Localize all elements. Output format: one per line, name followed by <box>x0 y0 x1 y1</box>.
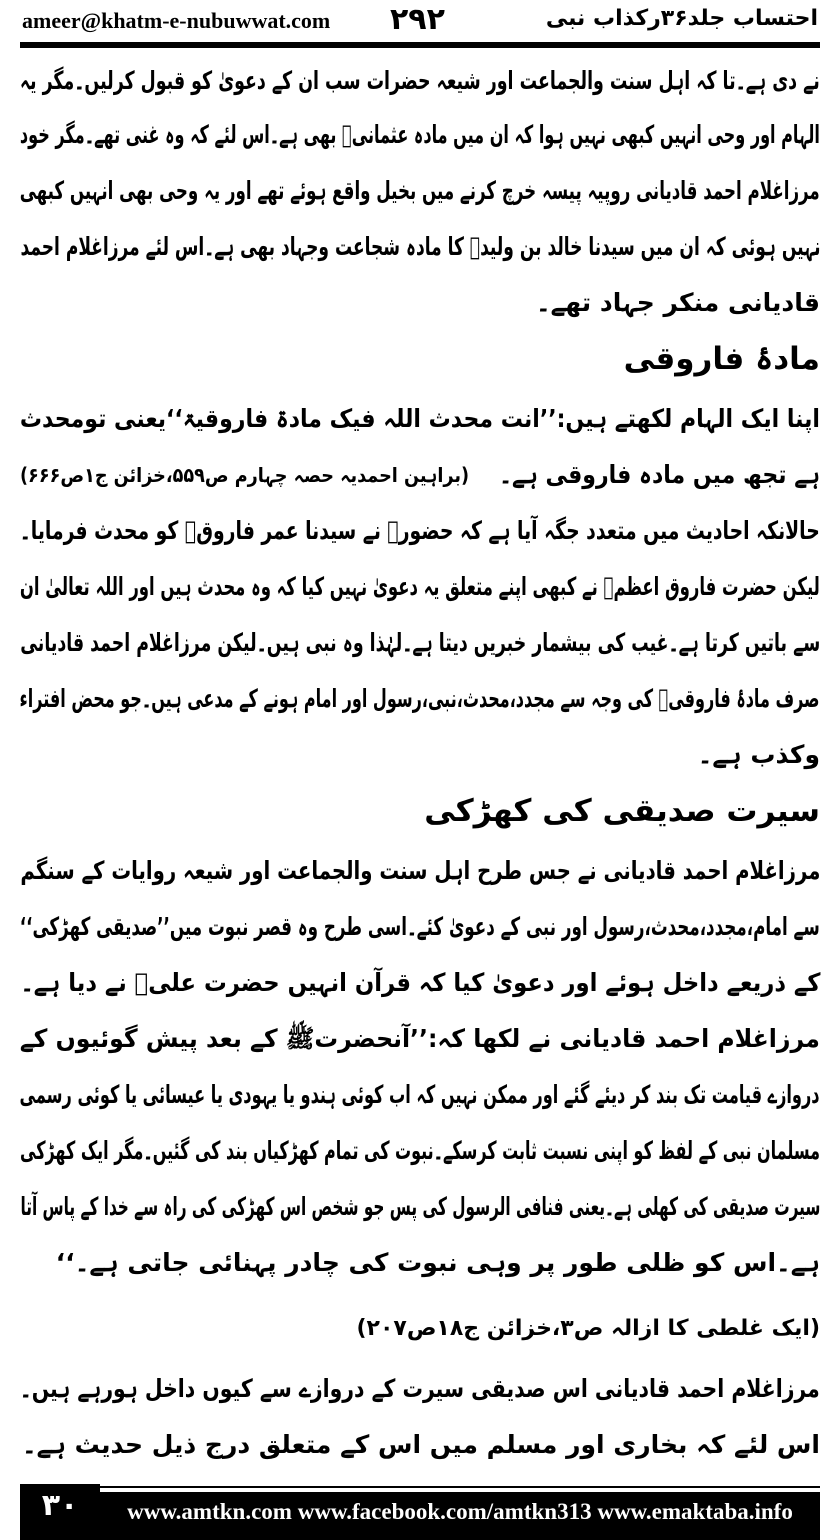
line-text: وکذب ہے۔ <box>697 740 820 769</box>
line-text: لیکن حضرت فاروق اعظمؓ نے کبھی اپنے متعلق یہ دعویٰ نہیں کیا کہ وہ محدث ہیں اور اللہ تعالیٰ ان <box>20 572 820 601</box>
footer-links: www.amtkn.com www.facebook.com/amtkn313 www.emaktaba.info <box>100 1492 820 1540</box>
text-line <box>20 562 820 612</box>
text-line <box>20 56 820 106</box>
page-number: ۲۹۲ <box>390 2 445 37</box>
line-text: سے باتیں کرتا ہے۔غیب کی بیشمار خبریں دیتا ہے۔لہٰذا وہ نبی ہیں۔لیکن مرزاغلام احمد قادیانی <box>20 628 820 657</box>
line-text: سیرت صدیقی کی کھلی ہے۔یعنی فنافی الرسول کی پس جو شخص اس کھڑکی کی راہ سے خدا کے پاس آتا <box>20 1192 820 1221</box>
text-line <box>20 902 820 952</box>
line-text: نہیں ہوئی کہ ان میں سیدنا خالد بن ولیدؓ کا مادہ شجاعت وجہاد بھی ہے۔اس لئے مرزاغلام احمد <box>20 232 820 261</box>
text-line <box>20 846 820 896</box>
reference-citation: (براہین احمدیہ حصہ چہارم ص۵۵۹،خزائن ج۱ص۶۶۶) <box>20 463 470 487</box>
text-line <box>20 1238 820 1288</box>
line-text: اپنا ایک الہام لکھتے ہیں:’’انت محدث اللہ فیک مادۃ فاروقیۃ‘‘یعنی تومحدث <box>20 404 820 433</box>
section-heading <box>20 334 820 384</box>
line-text: مرزاغلام احمد قادیانی نے جس طرح اہل سنت والجماعت اور شیعہ روایات کے سنگم <box>20 856 820 885</box>
line-text: (ایک غلطی کا ازالہ ص۳،خزائن ج۱۸ص۲۰۷) <box>356 1316 820 1341</box>
text-line <box>20 278 820 328</box>
line-text: نے دی ہے۔تا کہ اہل سنت والجماعت اور شیعہ حضرات سب ان کے دعویٰ کو قبول کرلیں۔مگر یہ <box>20 66 820 95</box>
text-line <box>20 1126 820 1176</box>
line-text: اس لئے کہ بخاری اور مسلم میں اس کے متعلق درج ذیل حدیث ہے۔ <box>22 1430 820 1459</box>
footer-number: ۳۰ <box>20 1484 100 1540</box>
text-line <box>20 674 820 724</box>
citation <box>20 1304 820 1354</box>
line-text: مرزاغلام احمد قادیانی اس صدیقی سیرت کے دروازے سے کیوں داخل ہورہے ہیں۔ <box>20 1374 820 1403</box>
text-line <box>20 730 820 780</box>
text-line <box>20 222 820 272</box>
text-line <box>20 166 820 216</box>
line-text: قادیانی منکر جہاد تھے۔ <box>536 288 820 317</box>
line-text: دروازے قیامت تک بند کر دیئے گئے اور ممکن نہیں کہ اب کوئی ہندو یا یہودی یا عیسائی یا کوئی رسمی <box>20 1080 820 1109</box>
header-rule <box>20 42 820 48</box>
line-text: الہام اور وحی انہیں کبھی نہیں ہوا کہ ان میں مادہ عثمانیؓ بھی ہے۔اس لئے کہ وہ غنی تھے۔مگر خود <box>20 120 820 149</box>
text-line <box>20 1070 820 1120</box>
line-text: مادۂ فاروقی <box>623 341 820 377</box>
text-line <box>20 506 820 556</box>
text-line <box>20 1420 820 1470</box>
line-text: ہے۔اس کو ظلی طور پر وہی نبوت کی چادر پہنائی جاتی ہے۔‘‘ <box>55 1248 820 1277</box>
line-text: کے ذریعے داخل ہوئے اور دعویٰ کیا کہ قرآن انہیں حضرت علیؓ نے دیا ہے۔ <box>20 968 820 997</box>
text-line <box>20 1182 820 1232</box>
section-heading <box>20 786 820 836</box>
text-line <box>20 958 820 1008</box>
text-line <box>20 1014 820 1064</box>
line-text: مرزاغلام احمد قادیانی روپیہ پیسہ خرچ کرنے میں بخیل واقع ہوئے تھے اور یہ وحی بھی انہیں کبھی <box>20 176 820 205</box>
line-text: صرف مادۂ فاروقیؓ کی وجہ سے مجدد،محدث،نبی،رسول اور امام ہونے کے مدعی ہیں۔جو محض افتراء <box>20 684 820 713</box>
book-title: احتساب جلد۳۶رکذاب نبی <box>545 6 818 31</box>
line-text: سے امام،مجدد،محدث،رسول اور نبی کے دعویٰ کئے۔اسی طرح وہ قصر نبوت میں’’صدیقی کھڑکی‘‘ <box>20 912 820 941</box>
line-text: ہے تجھ میں مادہ فاروقی ہے۔ <box>499 460 820 489</box>
text-line <box>20 1364 820 1414</box>
header-email: ameer@khatm-e-nubuwwat.com <box>22 8 331 33</box>
text-line <box>20 450 820 500</box>
footer-rule <box>100 1486 820 1488</box>
line-text: مسلمان نبی کے لفظ کو اپنی نسبت ثابت کرسکے۔نبوت کی تمام کھڑکیاں بند کی گئیں۔مگر ایک کھڑکی <box>20 1136 820 1165</box>
text-line <box>20 618 820 668</box>
line-text: سیرت صدیقی کی کھڑکی <box>424 793 820 829</box>
text-line <box>20 110 820 160</box>
text-line <box>20 394 820 444</box>
line-text: حالانکہ احادیث میں متعدد جگہ آیا ہے کہ حضورﷺ نے سیدنا عمر فاروقؓ کو محدث فرمایا۔ <box>20 516 820 545</box>
line-text: مرزاغلام احمد قادیانی نے لکھا کہ:’’آنحضرتﷺ کے بعد پیش گوئیوں کے <box>20 1024 820 1053</box>
